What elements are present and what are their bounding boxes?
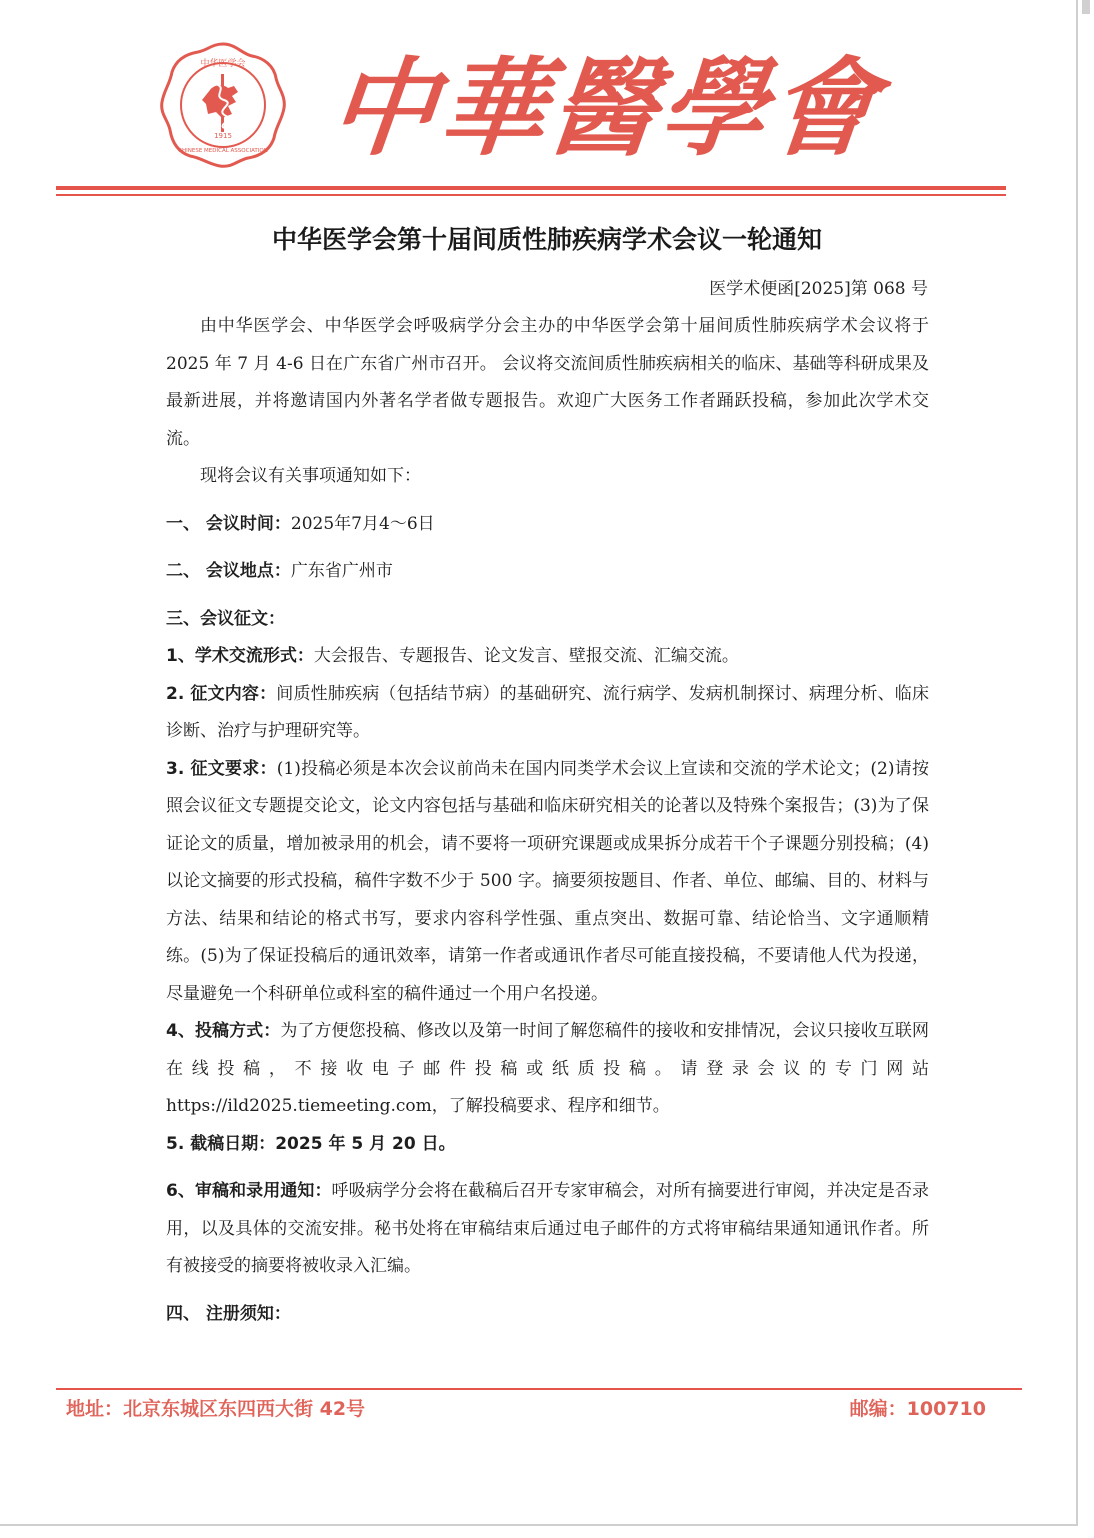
section-label: 三、会议征文： [166,608,285,629]
organization-name: 中華醫學會 [323,45,887,170]
section-value: 广东省广州市 [290,561,393,581]
section-label: 二、 会议地点： [166,561,291,581]
document-title: 中华医学会第十届间质性肺疾病学术会议一轮通知 [271,225,822,254]
item-label: 6、审稿和录用通知： [166,1181,332,1201]
document-body [166,308,929,1333]
item-text: 大会报告、专题报告、论文发言、壁报交流、汇编交流。 [313,646,739,666]
item-content [166,676,929,751]
letterhead [0,0,1094,200]
section-call-for-papers [166,601,929,639]
item-label: 1、学术交流形式： [166,646,314,666]
item-requirements [166,751,929,1014]
document-number: 医学术便函[2025]第 068 号 [709,279,928,299]
section-registration [166,1296,929,1334]
intro-paragraph: 由中华医学会、中华医学会呼吸病学分会主办的中华医学会第十届间质性肺疾病学术会议将于 2025 年 7 月 4-6 日在广东省广州市召开。 会议将交流间质性肺疾病相关的临床、基础等科研成果及最新进展，并将邀请国内外著名学者做专题报告。欢迎广大医务工作者踊跃投稿，参加此次学术交流。 [166,316,929,449]
footer-rule [56,1388,1022,1390]
seal-bottom-text: CHINESE MEDICAL ASSOCIATION [178,148,268,154]
header-rule [56,186,1006,196]
intro-paragraph-2: 现将会议有关事项通知如下： [200,466,421,486]
item-deadline: 5. 截稿日期：2025 年 5 月 20 日。 [166,1133,456,1154]
seal-year: 1915 [214,132,232,140]
section-meeting-time [166,506,929,544]
item-label: 3. 征文要求： [166,758,277,779]
section-label: 一、 会议时间： [166,513,291,534]
item-submission-method [166,1013,929,1126]
item-text: 为了方便您投稿、修改以及第一时间了解您稿件的接收和安排情况，会议只接收互联网在线投稿，不接收电子邮件投稿或纸质投稿。请登录会议的专门网站 https://ild2025.tiemeeting.com，了解投稿要求、程序和细节。 [166,1021,929,1116]
section-label: 四、 注册须知： [166,1303,291,1324]
item-text: (1)投稿必须是本次会议前尚未在国内同类学术会议上宣读和交流的学术论文；(2)请按照会议征文专题提交论文，论文内容包括与基础和临床研究相关的论著以及特殊个案报告；(3)为了保证论文的质量，增加被录用的机会，请不要将一项研究课题或成果拆分成若干个子课题分别投稿；(4)以论文摘要的形式投稿，稿件字数不少于 500 字。摘要须按题目、作者、单位、邮编、目的、材料与方法、结果和结论的格式书写，要求内容科学性强、重点突出、数据可靠、结论恰当、文字通顺精练。(5)为了保证投稿后的通讯效率，请第一作者或通讯作者尽可能直接投稿，不要请他人代为投递，尽量避免一个科研单位或科室的稿件通过一个用户名投递。 [166,758,929,1004]
item-text: 呼吸病学分会将在截稿后召开专家审稿会，对所有摘要进行审阅，并决定是否录用，以及具体的交流安排。秘书处将在审稿结束后通过电子邮件的方式将审稿结果通知通讯作者。所有被接受的摘要将被收录入汇编。 [166,1181,929,1276]
section-value: 2025年7月4～6日 [290,513,435,534]
item-text: 间质性肺疾病（包括结节病）的基础研究、流行病学、发病机制探讨、病理分析、临床诊断、治疗与护理研究等。 [166,683,929,741]
item-label: 4、投稿方式： [166,1021,281,1041]
item-review-notice [166,1173,929,1286]
item-exchange-format [166,638,929,676]
seal-top-text: 中华医学会 [200,59,246,69]
section-meeting-place [166,553,929,591]
item-label: 2. 征文内容： [166,683,277,704]
footer-postcode: 邮编：100710 [849,1398,986,1420]
association-seal-logo [158,40,288,170]
footer-address: 地址：北京东城区东四西大街 42号 [66,1398,366,1420]
